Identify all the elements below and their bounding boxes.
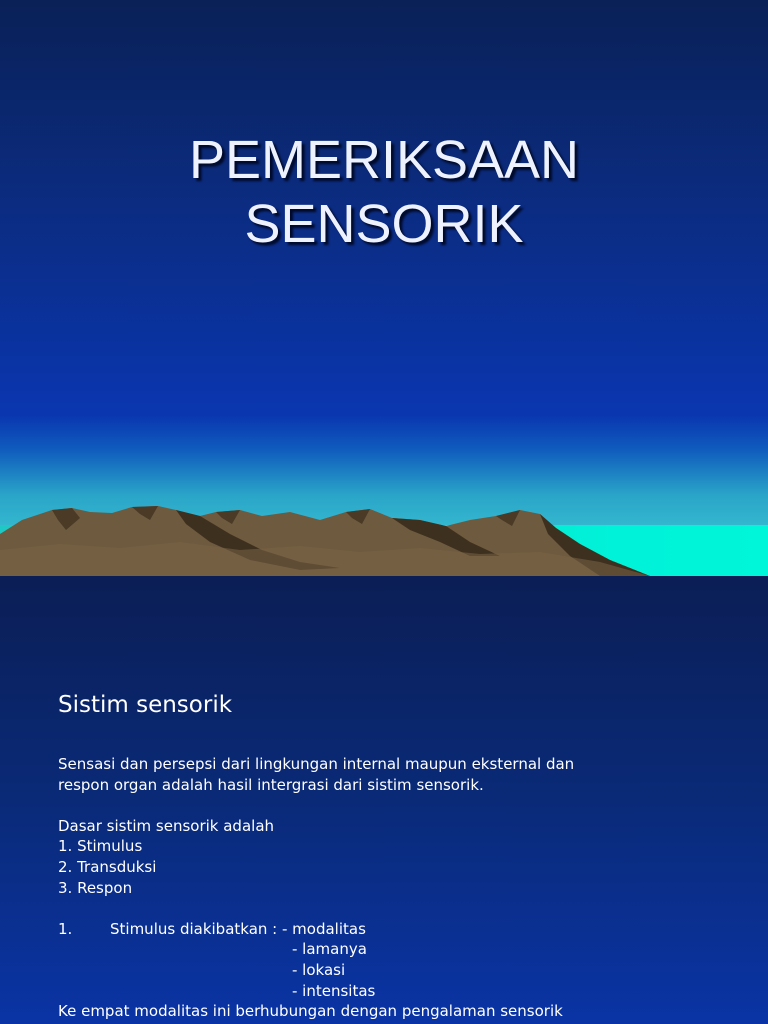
list-item: 2. Transduksi bbox=[58, 857, 157, 876]
modality-row bbox=[58, 939, 738, 960]
list-item: 1. Stimulus bbox=[58, 837, 143, 856]
modality-item: - lokasi bbox=[292, 960, 346, 979]
paragraph-line-1: Sensasi dan persepsi dari lingkungan internal maupun eksternal dan bbox=[58, 755, 575, 773]
mountain-range-illustration bbox=[0, 490, 768, 576]
modality-row bbox=[58, 960, 738, 981]
modality-row bbox=[58, 981, 738, 1002]
slide-title bbox=[0, 128, 768, 256]
slide-body bbox=[58, 754, 738, 1022]
stimulus-label: Stimulus diakibatkan : - modalitas bbox=[110, 919, 366, 938]
content-slide bbox=[0, 576, 768, 1024]
list-item: 3. Respon bbox=[58, 878, 133, 897]
title-line-1: PEMERIKSAAN bbox=[188, 130, 580, 190]
closing-line: Ke empat modalitas ini berhubungan dengan pengalaman sensorik bbox=[58, 1002, 563, 1021]
blank-line bbox=[58, 898, 738, 919]
basis-intro: Dasar sistim sensorik adalah bbox=[58, 816, 275, 835]
paragraph-line-2: respon organ adalah hasil intergrasi dari sistim sensorik. bbox=[58, 775, 484, 794]
modality-item: - lamanya bbox=[292, 940, 367, 959]
stimulus-number: 1. bbox=[58, 919, 73, 938]
slide-heading: Sistim sensorik bbox=[58, 692, 233, 718]
stimulus-row bbox=[58, 919, 738, 940]
blank-line bbox=[58, 795, 738, 816]
title-line-2: SENSORIK bbox=[244, 194, 524, 254]
modality-item: - intensitas bbox=[292, 981, 376, 1000]
